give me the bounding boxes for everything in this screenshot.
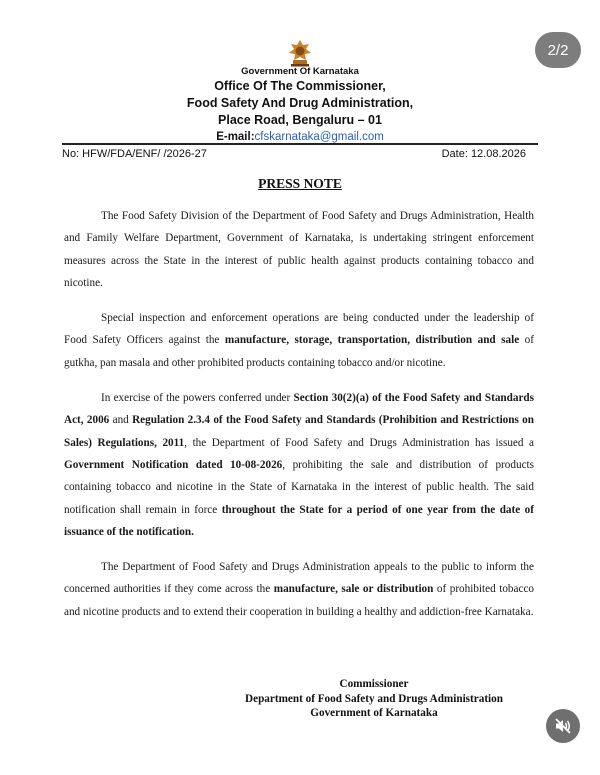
signature-title: Commissioner (339, 678, 409, 690)
government-line: Government Of Karnataka (241, 66, 359, 77)
text-segment: of prohibited tobacco and nicotine products and to extend their cooperation in building a healthy and addiction-free Karnataka. (64, 583, 535, 618)
body-paragraph (64, 205, 534, 294)
body-paragraph (64, 556, 534, 623)
text-segment: , the Department of Food Safety and Drugs Administration has issued a (184, 436, 534, 449)
reference-line (62, 148, 538, 160)
office-line: Office Of The Commissioner, (214, 79, 386, 93)
bold-text-segment: Regulation 2.3.4 of the Food Safety and Standards (Prohibition and Restrictions on Sales) Regulations, 2011 (64, 414, 534, 449)
email-label: E-mail: (216, 131, 255, 143)
reference-number: No: HFW/FDA/ENF/ /2026-27 (62, 148, 207, 160)
bold-text-segment: manufacture, sale or distribution (273, 583, 434, 596)
text-segment: of gutkha, pan masala and other prohibited products containing tobacco and/or nicotine. (64, 334, 534, 369)
bold-text-segment: manufacture, storage, transportation, distribution and sale (224, 334, 520, 347)
text-segment: In exercise of the powers conferred under (101, 392, 294, 405)
signature-department: Department of Food Safety and Drugs Administration (245, 692, 503, 705)
text-segment: The Food Safety Division of the Department of Food Safety and Drugs Administration, Health and Family Welfare Department, Government of Karnataka, is undertaking stringent enforcement measures across the State in the interest of public health against products containing tobacco and nicotine. (64, 210, 534, 289)
bold-text-segment: throughout the State for a period of one year from the date of issuance of the notification. (64, 503, 534, 538)
bold-text-segment: Government Notification dated 10-08-2026 (64, 458, 283, 471)
signature-government: Government of Karnataka (310, 707, 438, 719)
reference-date: Date: 12.08.2026 (441, 148, 526, 160)
press-note-body (64, 205, 534, 636)
page-counter-text: 2/2 (547, 41, 569, 59)
speaker-muted-icon (554, 717, 572, 735)
letterhead (0, 66, 600, 145)
body-paragraph (64, 387, 534, 543)
department-line: Food Safety And Drug Administration, (186, 96, 414, 110)
karnataka-emblem-icon (284, 38, 316, 68)
text-segment: The Department of Food Safety and Drugs Administration appeals to the public to inform the concerned authorities if they come across the (64, 561, 534, 596)
text-segment: , prohibiting the sale and distribution of products containing tobacco and nicotine in the State of Karnataka in the interest of public health. The said notification shall remain in force (64, 458, 534, 516)
text-segment: Special inspection and enforcement operations are being conducted under the leadership of Food Safety Officers against the (64, 312, 534, 347)
press-note-title: PRESS NOTE (258, 176, 342, 191)
email-link[interactable]: cfskarnataka@gmail.com (254, 131, 384, 143)
address-line: Place Road, Bengaluru – 01 (218, 113, 382, 127)
text-segment: and (109, 414, 133, 427)
header-divider (62, 143, 538, 145)
mute-button[interactable] (546, 709, 580, 743)
bold-text-segment: Section 30(2)(a) of the Food Safety and Standards Act, 2006 (64, 392, 534, 427)
body-paragraph (64, 307, 534, 374)
page-counter-badge (535, 32, 581, 68)
signature-block (232, 677, 516, 721)
